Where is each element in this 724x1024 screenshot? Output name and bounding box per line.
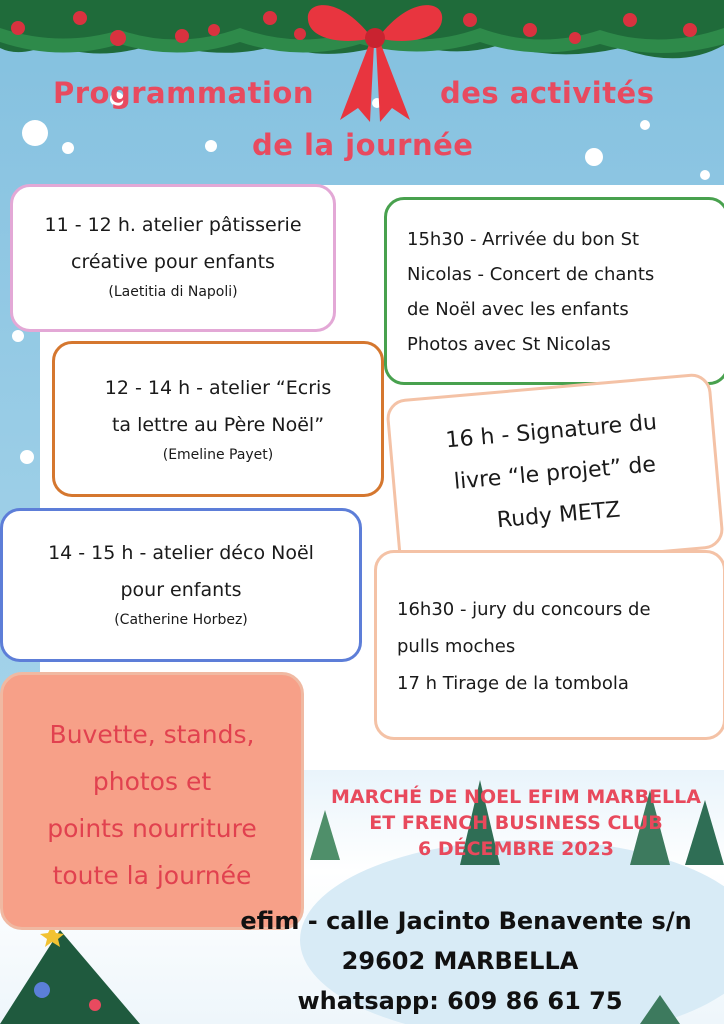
buvette-line: toute la journée [52,861,252,890]
whatsapp-contact: whatsapp: 609 86 61 75 [297,987,623,1015]
snowflake [12,330,24,342]
buvette-line: points nourriture [47,814,257,843]
buvette-line: Buvette, stands, [49,720,255,749]
activity-line: de Noël avec les enfants [407,299,629,320]
snowflake [62,142,74,154]
activity-host: (Emeline Payet) [162,447,274,463]
activity-card-st-nicolas [384,197,724,385]
activity-line: Photos avec St Nicolas [407,334,611,355]
activity-line: 16 h - Signature du [444,409,658,454]
activity-card-deco [0,508,362,662]
event-date: 6 DÉCEMBRE 2023 [417,838,614,860]
address-line-city: 29602 MARBELLA [341,947,579,975]
snowflake [20,450,34,464]
activity-line: pour enfants [120,579,242,601]
event-line: ET FRENCH BUSINESS CLUB [369,812,663,834]
address-line-street: efim - calle Jacinto Benavente s/n [240,907,692,935]
activity-line: Rudy METZ [495,497,622,534]
activity-line: 15h30 - Arrivée du bon St [407,229,640,250]
activity-card-lettre [52,341,384,497]
activity-line: ta lettre au Père Noël” [111,414,325,436]
activity-line: pulls moches [397,636,516,657]
snowflake [585,148,603,166]
activity-card-patisserie [10,184,336,332]
snowflake [22,120,48,146]
activity-card-tombola [374,550,724,740]
buvette-line: photos et [92,767,212,796]
event-title [308,784,724,862]
activity-line: 16h30 - jury du concours de [397,599,651,620]
activity-line: 14 - 15 h - atelier déco Noël [48,542,314,564]
activity-line: 17 h Tirage de la tombola [397,673,629,694]
christmas-tree [0,925,150,1024]
activity-line: 11 - 12 h. atelier pâtisserie [44,214,302,236]
snowflake [640,120,650,130]
snowflake [205,140,217,152]
activity-line: 12 - 14 h - atelier “Ecris [104,377,332,399]
activity-card-signature [385,372,724,576]
activity-host: (Laetitia di Napoli) [108,284,238,300]
event-line: MARCHÉ DE NOEL EFIM MARBELLA [331,786,701,808]
buvette-box [0,672,304,930]
page-title-right: des activités [440,76,655,110]
activity-line: Nicolas - Concert de chants [407,264,655,285]
page-title-line2: de la journée [252,128,474,162]
page-title-left: Programmation [53,76,314,110]
activity-line: livre “le projet” de [452,452,657,495]
activity-line: créative pour enfants [71,251,275,273]
snowflake [700,170,710,180]
activity-host: (Catherine Horbez) [114,612,248,628]
red-bow-icon [300,0,450,125]
